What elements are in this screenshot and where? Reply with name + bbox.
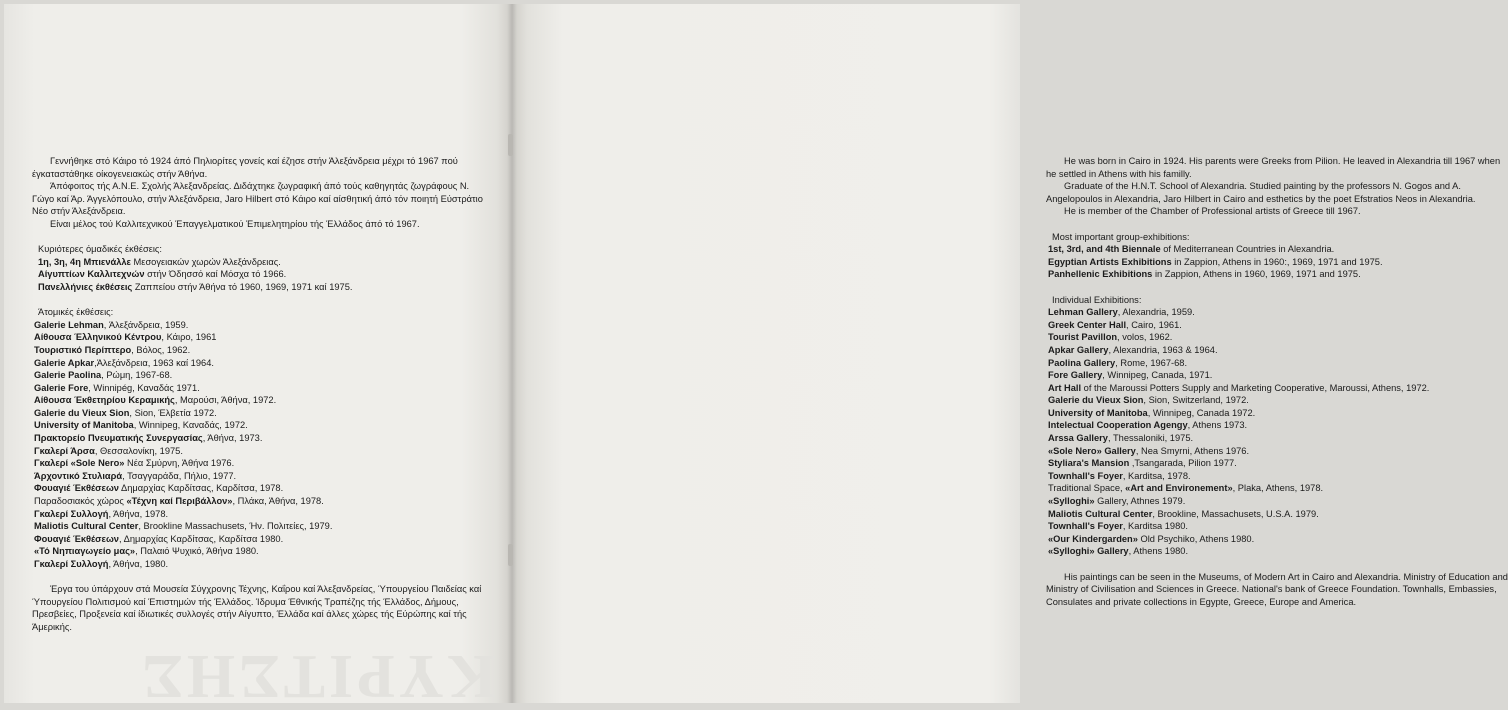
left-page-greek [4, 4, 512, 710]
collections-paragraph: His paintings can be seen in the Museums, of Modern Art in Cairo and Alexandria. Ministry of Education and Ministry of Civilisation and Sciences in Greece. National's bank of Greece Foundation. Townhalls, Embassies, Consulates and private collections in Egypte, Greece, Europe and America. [1046, 571, 1508, 607]
exhibition-entry [32, 369, 492, 382]
solo-exhibitions-list [1046, 306, 1508, 558]
exhibition-entry [1046, 243, 1508, 256]
entry-venue: University of Manitoba [1048, 407, 1148, 418]
exhibition-entry [1046, 357, 1508, 370]
exhibition-entry [1046, 533, 1508, 546]
exhibition-entry [1046, 457, 1508, 470]
bio-paragraph: He is member of the Chamber of Professional artists of Greece till 1967. [1064, 206, 1361, 217]
entry-details: , Τσαγγαράδα, Πήλιο, 1977. [122, 470, 237, 481]
exhibition-entry [1046, 445, 1508, 458]
entry-venue: Τουριστικό Περίπτερο [34, 344, 132, 355]
entry-venue: «Τέχνη καί Περιβάλλον» [126, 496, 233, 507]
exhibition-entry [32, 419, 492, 432]
exhibition-entry [1046, 419, 1508, 432]
exhibition-entry [1046, 306, 1508, 319]
entry-details: , Brookline Massachusets, Ήν. Πολιτείες, 1979. [138, 521, 333, 532]
exhibition-entry [32, 268, 492, 281]
entry-details: Old Psychiko, Athens 1980. [1137, 533, 1255, 544]
exhibition-entry [1046, 319, 1508, 332]
entry-prefix: Παραδοσιακός χώρος [34, 496, 127, 507]
exhibition-entry [32, 470, 492, 483]
entry-details: Ζαππείου στήν Άθήνα τό 1960, 1969, 1971 καί 1975. [132, 281, 353, 292]
entry-venue: Intelectual Cooperation Agengy [1048, 420, 1188, 431]
exhibition-entry [32, 508, 492, 521]
exhibition-entry [1046, 432, 1508, 445]
exhibition-entry [32, 407, 492, 420]
exhibition-entry [32, 281, 492, 294]
entry-venue: Fore Gallery [1048, 370, 1103, 381]
entry-details: , Winnipég, Καναδάς 1971. [88, 382, 200, 393]
entry-venue: «Our Kindergarden» [1048, 533, 1138, 544]
entry-venue: Lehman Gallery [1048, 307, 1118, 318]
entry-venue: Αίγυπτίων Καλλιτεχνών [38, 269, 145, 280]
entry-venue: Αίθουσα Έκθετηρίου Κεραμικής [34, 395, 175, 406]
exhibition-entry [32, 319, 492, 332]
exhibition-entry [32, 558, 492, 571]
exhibition-entry [1046, 407, 1508, 420]
entry-venue: University of Manitoba [34, 420, 134, 431]
entry-venue: Egyptian Artists Exhibitions [1048, 256, 1172, 267]
entry-details: , Παλαιό Ψυχικό, Άθήνα 1980. [135, 546, 259, 557]
exhibition-entry [32, 533, 492, 546]
exhibition-entry [32, 482, 492, 495]
group-exhibitions-list [32, 256, 492, 294]
solo-exhibitions-heading: Άτομικές έκθέσεις: [38, 307, 114, 318]
entry-details: , Ρώμη, 1967-68. [101, 370, 173, 381]
exhibition-entry [1046, 344, 1508, 357]
entry-venue: Πρακτορείο Πνευματικής Συνεργασίας [34, 433, 203, 444]
entry-venue: Galerie du Vieux Sion [1048, 395, 1144, 406]
exhibition-entry [32, 495, 492, 508]
entry-details: , Karditsa 1980. [1122, 521, 1188, 532]
entry-details: , Κάιρο, 1961 [161, 332, 217, 343]
entry-details: , Άθήνα, 1978. [108, 508, 169, 519]
solo-exhibitions-list [32, 319, 492, 571]
entry-venue: Γκαλερί Συλλογή [34, 508, 109, 519]
exhibition-entry [32, 382, 492, 395]
entry-details: , Alexandria, 1959. [1117, 307, 1195, 318]
exhibition-entry [1046, 256, 1508, 269]
staple [508, 544, 513, 566]
entry-venue: Αίθουσα Έλληνικού Κέντρου [34, 332, 162, 343]
entry-details: , Rome, 1967-68. [1115, 357, 1188, 368]
entry-details: , Μαρούσι, Άθήνα, 1972. [174, 395, 277, 406]
right-page-english [512, 4, 1508, 703]
entry-venue: «Τό Νηπιαγωγείο μας» [34, 546, 136, 557]
entry-venue: Galerie Apkar [34, 357, 95, 368]
entry-venue: Φουαγιέ Έκθέσεων [34, 533, 119, 544]
entry-details: , Sion, Έλβετία 1972. [129, 407, 217, 418]
greek-column [32, 155, 492, 634]
entry-venue: «Sylloghi» Gallery [1048, 546, 1129, 557]
entry-details: in Zappion, Athens in 1960, 1969, 1971 and 1975. [1152, 269, 1361, 280]
english-column [1046, 155, 1508, 608]
entry-details: , Cairo, 1961. [1126, 319, 1182, 330]
entry-details: , Winnipeg, Καναδάς, 1972. [133, 420, 248, 431]
entry-venue: Maliotis Cultural Center [34, 521, 139, 532]
entry-venue: 1η, 3η, 4η Μπιενάλλε [38, 256, 131, 267]
entry-details: στήν Όδησσό καί Μόσχα τό 1966. [144, 269, 287, 280]
entry-venue: Maliotis Cultural Center [1048, 508, 1153, 519]
entry-venue: Galerie Fore [34, 382, 89, 393]
entry-venue: Paolina Gallery [1048, 357, 1116, 368]
bio-paragraph: Είναι μέλος τού Καλλιτεχνικού Έπαγγελματικού Έπιμελητηρίου τής Έλλάδος άπό τό 1967. [50, 218, 420, 229]
exhibition-entry [1046, 369, 1508, 382]
entry-venue: Tourist Pavillon [1048, 332, 1118, 343]
bio-paragraph: He was born in Cairo in 1924. His parents were Greeks from Pilion. He leaved in Alexandria till 1967 when he settled in Athens with his familly. [1046, 156, 1501, 179]
exhibition-entry [32, 545, 492, 558]
group-exhibitions-list [1046, 243, 1508, 281]
group-exhibitions-heading: Κυριότερες όμαδικές έκθέσεις: [38, 244, 162, 255]
entry-details: ,Άλεξάνδρεια, 1963 καί 1964. [94, 357, 214, 368]
exhibition-entry [1046, 495, 1508, 508]
entry-details: , Θεσσαλονίκη, 1975. [94, 445, 183, 456]
exhibition-entry [32, 357, 492, 370]
exhibition-entry [32, 520, 492, 533]
entry-venue: Γκαλερί Άρσα [34, 445, 95, 456]
entry-details: , Alexandria, 1963 & 1964. [1108, 344, 1218, 355]
bio-paragraph: Άπόφοιτος τής Α.Ν.Ε. Σχολής Άλεξανδρείας. Διδάχτηκε ζωγραφική άπό τούς καθηγητάς ζωγράφους Ν. Γώγο καί Άρ. Άγγελόπουλο, στήν Άλεξάνδρεια, Jaro Hilbert στό Κάιρο καί αίσθητική άπό τόν ποιητή Εύστράτιο Νέο στήν Άλεξάνδρεια. [32, 181, 483, 217]
entry-venue: Apkar Gallery [1048, 344, 1109, 355]
exhibition-entry [32, 432, 492, 445]
exhibition-entry [32, 445, 492, 458]
entry-details: , Thessaloniki, 1975. [1107, 433, 1194, 444]
binding-gutter [507, 4, 517, 703]
exhibition-entry [1046, 382, 1508, 395]
entry-venue: Greek Center Hall [1048, 319, 1127, 330]
entry-details: , Plaka, Athens, 1978. [1232, 483, 1324, 494]
exhibition-entry [1046, 545, 1508, 558]
entry-details: in Zappion, Athens in 1960:, 1969, 1971 and 1975. [1171, 256, 1383, 267]
entry-details: ,Tsangarada, Pilion 1977. [1129, 458, 1237, 469]
entry-venue: Πανελλήνιες έκθέσεις [38, 281, 133, 292]
entry-venue: Φουαγιέ Έκθέσεων [34, 483, 119, 494]
entry-details: , Brookline, Massachusets, U.S.A. 1979. [1152, 508, 1319, 519]
entry-details: Νέα Σμύρνη, Άθήνα 1976. [124, 458, 235, 469]
entry-details: , volos, 1962. [1117, 332, 1173, 343]
entry-details: , Πλάκα, Άθήνα, 1978. [232, 496, 324, 507]
exhibition-entry [32, 331, 492, 344]
entry-details: , Winnipeg, Canada, 1971. [1102, 370, 1213, 381]
entry-venue: Styliara's Mansion [1048, 458, 1130, 469]
exhibition-entry [1046, 331, 1508, 344]
entry-venue: Άρχοντικό Στυλιαρά [34, 470, 123, 481]
bio-paragraph: Graduate of the H.N.T. School of Alexandria. Studied painting by the professors N. Gogos and A. Angelopoulos in Alexandria, Jaro Hilbert in Cairo and esthetics by the poet Efstratios Neos in Alexandria. [1046, 181, 1476, 204]
entry-venue: «Sole Nero» Gallery [1048, 445, 1136, 456]
entry-venue: 1st, 3rd, and 4th Biennale [1048, 244, 1161, 255]
entry-venue: «Art and Environement» [1125, 483, 1233, 494]
entry-details: , Δημαρχίας Καρδίτσας, Καρδίτσα 1980. [118, 533, 284, 544]
exhibition-entry [32, 394, 492, 407]
entry-venue: Townhall's Foyer [1048, 521, 1123, 532]
entry-venue: Panhellenic Exhibitions [1048, 269, 1153, 280]
exhibition-entry [1046, 508, 1508, 521]
show-through-text: ΚΥΡΙΤΣΗΣ [138, 642, 496, 710]
exhibition-entry [1046, 470, 1508, 483]
exhibition-entry [1046, 520, 1508, 533]
entry-details: Gallery, Athnes 1979. [1094, 496, 1186, 507]
entry-venue: Γκαλερί «Sole Nero» [34, 458, 125, 469]
entry-details: , Athens 1980. [1128, 546, 1189, 557]
entry-venue: Galerie Lehman [34, 319, 104, 330]
greek-bio [32, 155, 492, 231]
entry-details: , Άθήνα, 1980. [108, 559, 169, 569]
entry-details: , Nea Smyrni, Athens 1976. [1135, 445, 1250, 456]
exhibition-entry [32, 344, 492, 357]
staple [508, 134, 513, 156]
entry-details: of Mediterranean Countries in Alexandria. [1160, 244, 1335, 255]
entry-details: Μεσογειακών χωρών Άλεξάνδρειας. [130, 256, 281, 267]
entry-details: of the Maroussi Potters Supply and Marketing Cooperative, Maroussi, Athens, 1972. [1081, 382, 1430, 393]
english-bio [1046, 155, 1508, 218]
collections-paragraph: Έργα του ύπάρχουν στά Μουσεία Σύγχρονης Τέχνης, Καΐρου καί Άλεξανδρείας, Ύπουργείου Παιδείας καί Ύπουργείου Πολιτισμού καί Έπιστημών τής Έλλάδος. Ίδρυμα Έθνικής Τραπέζης τής Έλλάδος, Δήμους, Πρεσβείες, Προξενεία καί ίδιωτικές συλλογές στήν Αίγυπτο, Έλλάδα καί άλλες χώρες τής Εύρώπης καί τής Άμερικής. [32, 584, 482, 632]
exhibition-entry [32, 457, 492, 470]
entry-details: , Άθήνα, 1973. [202, 433, 263, 444]
entry-details: , Άλεξάνδρεια, 1959. [103, 319, 189, 330]
entry-details: , Βόλος, 1962. [131, 344, 191, 355]
bio-paragraph: Γεννήθηκε στό Κάιρο τό 1924 άπό Πηλιορίτες γονείς καί έζησε στήν Άλεξάνδρεια μέχρι τό 1967 πού έγκαταστάθηκε οίκογενειακώς στήν Άθήνα. [32, 156, 458, 179]
solo-exhibitions-heading: Individual Exhibitions: [1052, 294, 1142, 305]
group-exhibitions-heading: Most important group-exhibitions: [1052, 231, 1190, 242]
entry-details: , Karditsa, 1978. [1122, 470, 1191, 481]
entry-venue: Galerie du Vieux Sion [34, 407, 130, 418]
exhibition-entry [1046, 394, 1508, 407]
brochure-spread [4, 4, 1508, 710]
entry-prefix: Traditional Space, [1048, 483, 1126, 494]
entry-venue: Γκαλερί Συλλογή [34, 559, 109, 569]
entry-venue: Galerie Paolina [34, 370, 102, 381]
exhibition-entry [32, 256, 492, 269]
entry-venue: «Sylloghi» [1048, 496, 1095, 507]
entry-details: , Sion, Switzerland, 1972. [1143, 395, 1249, 406]
exhibition-entry [1046, 268, 1508, 281]
entry-venue: Art Hall [1048, 382, 1082, 393]
entry-details: Δημαρχίας Καρδίτσας, Καρδίτσα, 1978. [118, 483, 284, 494]
entry-venue: Townhall's Foyer [1048, 470, 1123, 481]
exhibition-entry [1046, 482, 1508, 495]
entry-details: , Athens 1973. [1187, 420, 1248, 431]
entry-details: , Winnipeg, Canada 1972. [1147, 407, 1256, 418]
entry-venue: Arssa Gallery [1048, 433, 1108, 444]
